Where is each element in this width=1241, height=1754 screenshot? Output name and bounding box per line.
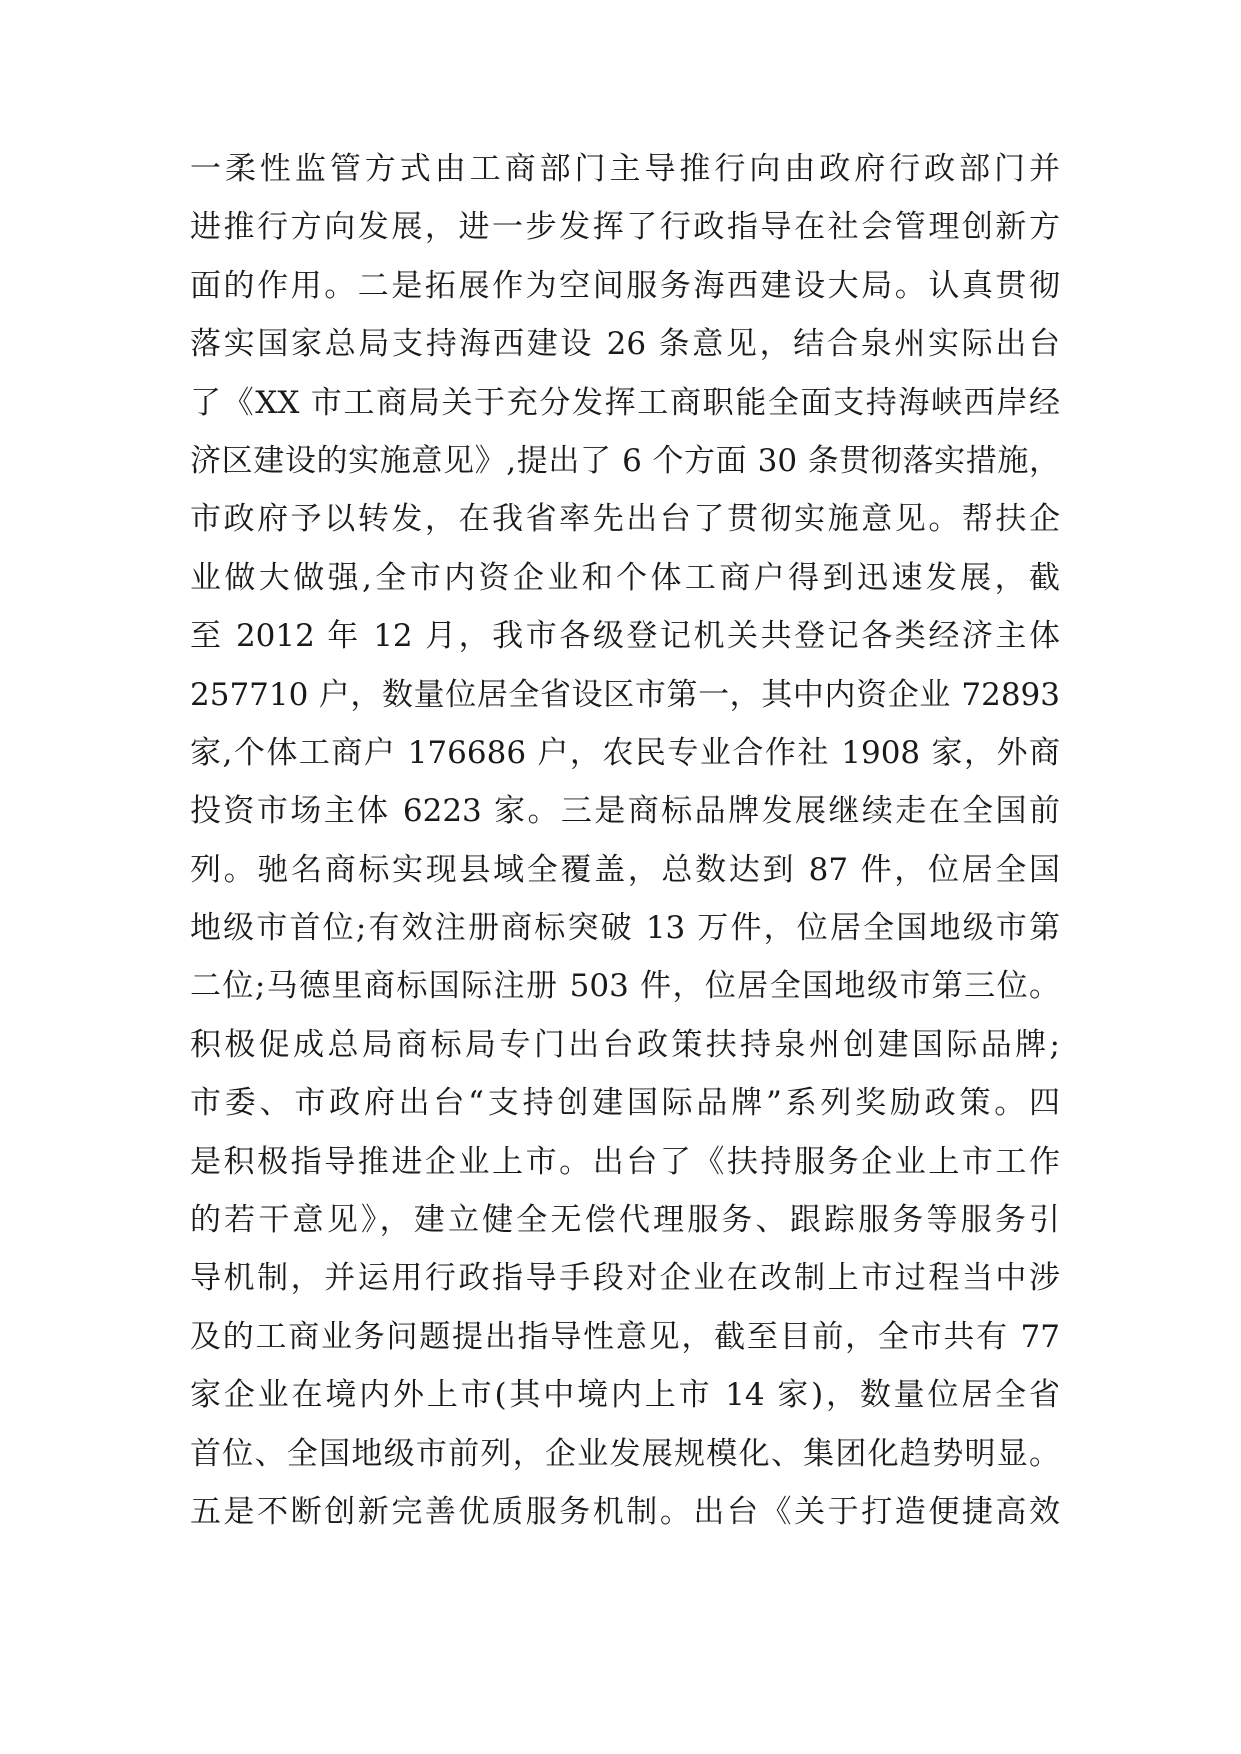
text-line: 及的工商业务问题提出指导性意见，截至目前，全市共有 77 [190,1318,1060,1355]
text-line: 市委、市政府出台“支持创建国际品牌”系列奖励政策。四 [190,1085,1060,1122]
text-line: 业做大做强,全市内资企业和个体工商户得到迅速发展，截 [190,559,1060,596]
body-text [190,140,1060,1541]
text-line: 的若干意见》，建立健全无偿代理服务、跟踪服务等服务引 [190,1202,1060,1239]
text-line: 一柔性监管方式由工商部门主导推行向由政府行政部门并 [190,151,1060,187]
text-line: 面的作用。二是拓展作为空间服务海西建设大局。认真贯彻 [190,267,1060,304]
text-line: 进推行方向发展，进一步发挥了行政指导在社会管理创新方 [190,209,1060,246]
text-line: 济区建设的实施意见》,提出了 6 个方面 30 条贯彻落实措施， [190,442,1060,479]
text-line: 家,个体工商户 176686 户，农民专业合作社 1908 家，外商 [190,734,1060,771]
text-line: 至 2012 年 12 月，我市各级登记机关共登记各类经济主体 [190,618,1060,655]
text-line: 地级市首位;有效注册商标突破 13 万件，位居全国地级市第 [190,910,1060,947]
text-line: 积极促成总局商标局专门出台政策扶持泉州创建国际品牌; [190,1026,1060,1063]
text-line: 五是不断创新完善优质服务机制。出台《关于打造便捷高效 [190,1493,1060,1530]
text-line: 列。驰名商标实现县域全覆盖，总数达到 87 件，位居全国 [190,851,1060,888]
text-line: 是积极指导推进企业上市。出台了《扶持服务企业上市工作 [190,1143,1060,1180]
text-line: 市政府予以转发，在我省率先出台了贯彻实施意见。帮扶企 [190,501,1060,538]
text-line: 首位、全国地级市前列，企业发展规模化、集团化趋势明显。 [190,1435,1060,1472]
text-line: 落实国家总局支持海西建设 26 条意见，结合泉州实际出台 [190,326,1060,363]
text-line: 家企业在境内外上市(其中境内上市 14 家)，数量位居全省 [190,1377,1060,1414]
text-line: 257710 户，数量位居全省设区市第一，其中内资企业 72893 [190,676,1060,713]
text-line: 投资市场主体 6223 家。三是商标品牌发展继续走在全国前 [190,793,1060,830]
text-line: 了《XX 市工商局关于充分发挥工商职能全面支持海峡西岸经 [190,384,1060,421]
text-line: 导机制，并运用行政指导手段对企业在改制上市过程当中涉 [190,1260,1060,1297]
text-line: 二位;马德里商标国际注册 503 件，位居全国地级市第三位。 [190,968,1060,1005]
